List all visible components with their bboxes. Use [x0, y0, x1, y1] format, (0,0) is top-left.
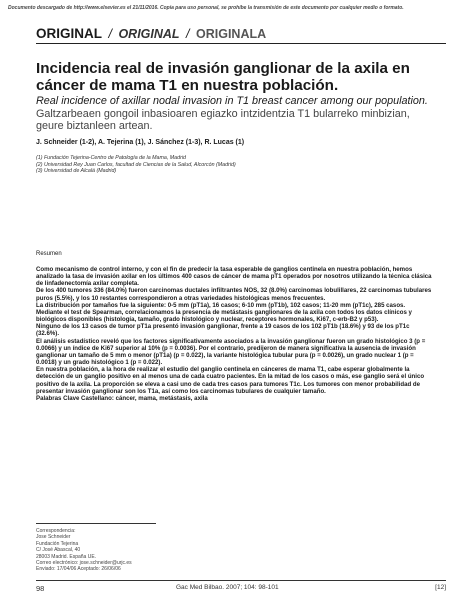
correspondence-dates: Enviado: 17/04/06 Aceptado: 26/06/06	[36, 566, 121, 573]
section-separator: /	[186, 27, 190, 41]
affiliations	[36, 155, 436, 175]
article-title: Incidencia real de invasión ganglionar de la axila en cáncer de mama T1 en nuestra población.	[36, 60, 410, 94]
page-footer	[36, 580, 446, 593]
download-notice: Documento descargado de http://www.elsevier.es el 21/11/2016. Copia para uso personal, se prohíbe la transmisión de este documento por cualquier medio o formato.	[8, 5, 404, 11]
article-subtitle-english: Real incidence of axillar nodal invasion in T1 breast cancer among our population.	[36, 95, 428, 107]
abstract-paragraph: Ninguno de los 13 casos de tumor pT1a presentó invasión ganglionar, frente a 19 casos de los 102 pT1b (18.6%) y 93 de los pT1c (32.6%).	[36, 323, 410, 338]
correspondence-line: 28003 Madrid. España UE.	[36, 553, 97, 560]
abstract-paragraph: La distribución por tamaños fue la siguiente: 0-5 mm (pT1a), 16 casos; 6-10 mm (pT1b), 102 casos; 11-20 mm (pT1c), 285 casos.	[36, 301, 406, 309]
correspondence-block	[36, 523, 156, 573]
abstract-paragraph: Mediante el test de Spearman, correlacionamos la presencia de metástasis ganglionares de la axila con todos los datos clínicos y biológicos disponibles (histología, tamaño, grado histológico y nuclear, receptores hormonales, Ki67, c-erb-B2 y p53).	[36, 308, 412, 324]
journal-citation: Gac Med Bilbao. 2007; 104: 98-101	[176, 584, 279, 591]
correspondence-line: Fundación Tejerina	[36, 540, 79, 547]
page-number: 98	[36, 584, 45, 593]
affiliation-item: (2) Universidad Rey Juan Carlos, facultad de Ciencias de la Salud, Alcorcón (Madrid)	[36, 161, 236, 168]
section-label-es: ORIGINAL	[36, 26, 102, 41]
affiliation-item: (1) Fundación Tejerina-Centro de Patología de la Mama, Madrid	[36, 155, 186, 161]
section-label-en: ORIGINAL	[118, 27, 180, 41]
section-separator: /	[108, 27, 112, 41]
keywords: Palabras Clave Castellano: cáncer, mama, metástasis, axila	[36, 394, 208, 402]
affiliation-item: (3) Universidad de Alcalá (Madrid)	[36, 168, 117, 175]
page-range: [12]	[435, 584, 446, 591]
abstract-paragraph: Como mecanismo de control interno, y con el fin de predecir la tasa esperable de ganglios centinela en nuestra población, hemos analizado la tasa de invasión axilar en los últimos 400 casos de cáncer de mama pT1 operados por nosotros utilizando la técnica clásica de linfadenectomía axilar completa.	[36, 266, 432, 288]
abstract-heading: Resumen	[36, 251, 62, 257]
section-label-eu: ORIGINALA	[196, 27, 267, 41]
article-subtitle-basque: Galtzarbeaen gongoil inbasioaren egiazko intzidentzia T1 bularreko minbizian, geure biztanleen artean.	[36, 108, 410, 133]
correspondence-line: Jose Schneider	[36, 534, 71, 541]
abstract-paragraph: De los 400 tumores 336 (84.0%) fueron carcinomas ductales infiltrantes NOS, 32 (8.0%) carcinomas lobulillares, 22 carcinomas tubulares puros (5.5%), y los 10 restantes correspondieron a otras variedades histológicas menos frecuentes.	[36, 287, 432, 302]
correspondence-email: Correo electrónico: jose.schneider@urjc.es	[36, 560, 132, 567]
correspondence-line: Correspondencia:	[36, 528, 76, 534]
abstract-paragraph: En nuestra población, a la hora de realizar el estudio del ganglio centinela en cánceres de mama T1, cabe esperar globalmente la detección de un ganglio positivo en al menos una de cada cuatro pacientes. En la mitad de los casos o más, ese ganglio será el único positivo de la axila. La proporción se eleva a casi uno de cada tres casos para tumores T1c. Los tumores con menor probabilidad de presentar invasión ganglionar son los T1a, así como los carcinomas tubulares de cualquier tamaño.	[36, 366, 425, 395]
author-list: J. Schneider (1-2), A. Tejerina (1), J. Sánchez (1-3), R. Lucas (1)	[36, 139, 245, 146]
abstract-body	[36, 266, 434, 402]
abstract-paragraph: El análisis estadístico reveló que los factores significativamente asociados a la invasión ganglionar fueron un grado histológico 3 (p = 0.0066) y un índice de Ki67 superior al 10% (p = 0.0036). Por el contrario, predijeron de manera significativa la ausencia de invasión ganglionar un tamaño de 5 mm o menor (pT1a) (p = 0.022), la variante histológica tubular pura (p = 0.0026), un grado nuclear 1 (p = 0.0018) y un grado histológico 1 (p = 0.022).	[36, 337, 426, 367]
correspondence-line: C/ José Abascal, 40	[36, 547, 81, 554]
section-header	[36, 26, 446, 44]
